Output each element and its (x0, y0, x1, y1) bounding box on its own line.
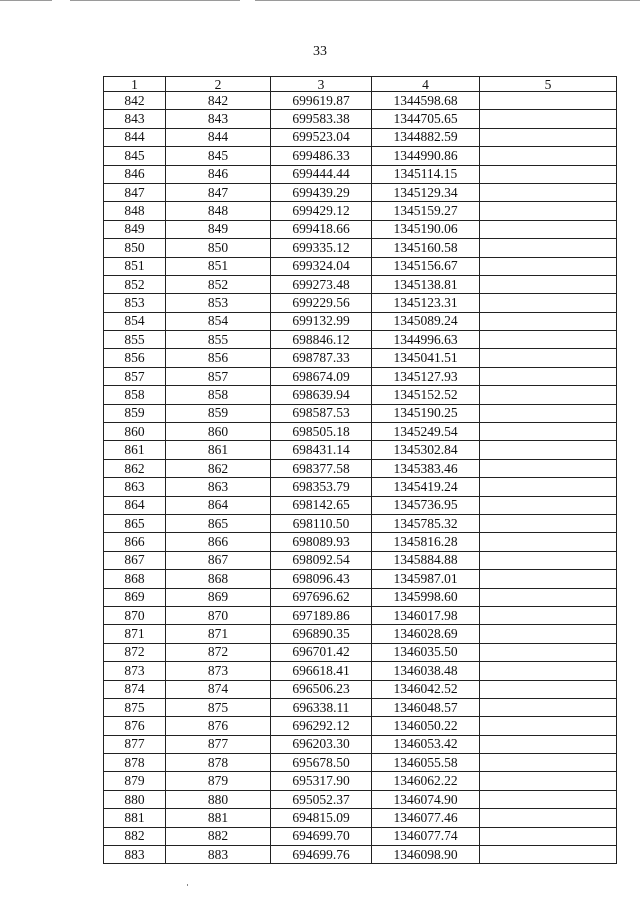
table-cell: 861 (166, 441, 271, 459)
table-cell: 1345190.25 (372, 404, 480, 422)
table-cell: 698587.53 (271, 404, 372, 422)
table-cell: 874 (166, 680, 271, 698)
table-row (104, 459, 617, 477)
table-cell (480, 588, 617, 606)
table-row (104, 257, 617, 275)
table-cell: 861 (104, 441, 166, 459)
table-cell: 878 (166, 754, 271, 772)
table-cell: 858 (166, 386, 271, 404)
table-row (104, 533, 617, 551)
table-cell (480, 478, 617, 496)
table-cell (480, 662, 617, 680)
table-row (104, 662, 617, 680)
table-cell (480, 386, 617, 404)
table-cell: 698377.58 (271, 459, 372, 477)
table-cell: 699132.99 (271, 312, 372, 330)
table-cell: 696203.30 (271, 735, 372, 753)
table-row (104, 294, 617, 312)
table-cell: 1346053.42 (372, 735, 480, 753)
table-cell: 870 (104, 606, 166, 624)
column-header: 5 (480, 77, 617, 92)
table-cell: 872 (104, 643, 166, 661)
table-row (104, 349, 617, 367)
table-cell (480, 275, 617, 293)
table-cell: 1345190.06 (372, 220, 480, 238)
column-header: 3 (271, 77, 372, 92)
table-row (104, 165, 617, 183)
table-cell (480, 349, 617, 367)
table-cell: 860 (166, 423, 271, 441)
table-cell: 1345127.93 (372, 367, 480, 385)
table-cell: 879 (166, 772, 271, 790)
table-cell (480, 441, 617, 459)
table-cell: 699439.29 (271, 183, 372, 201)
table-cell: 869 (166, 588, 271, 606)
table-cell (480, 367, 617, 385)
table-cell: 855 (104, 331, 166, 349)
table-cell: 863 (166, 478, 271, 496)
table-cell: 1345419.24 (372, 478, 480, 496)
table-cell: 1345987.01 (372, 570, 480, 588)
table-cell: 845 (104, 147, 166, 165)
table-cell: 883 (104, 846, 166, 864)
table-cell: 857 (166, 367, 271, 385)
table-row (104, 809, 617, 827)
table-cell (480, 312, 617, 330)
table-cell (480, 128, 617, 146)
table-cell: 699619.87 (271, 92, 372, 110)
table-row (104, 514, 617, 532)
table-cell: 854 (104, 312, 166, 330)
table-cell: 1346077.46 (372, 809, 480, 827)
table-cell: 1344705.65 (372, 110, 480, 128)
table-cell: 855 (166, 331, 271, 349)
table-cell (480, 257, 617, 275)
table-row (104, 275, 617, 293)
table-cell: 1345383.46 (372, 459, 480, 477)
table-cell: 1346017.98 (372, 606, 480, 624)
table-cell: 865 (166, 514, 271, 532)
table-cell: 880 (104, 790, 166, 808)
table-cell: 1345152.52 (372, 386, 480, 404)
table-cell: 1346028.69 (372, 625, 480, 643)
table-cell: 699444.44 (271, 165, 372, 183)
table-cell: 860 (104, 423, 166, 441)
table-cell: 1345785.32 (372, 514, 480, 532)
table-cell: 1346035.50 (372, 643, 480, 661)
table-cell: 851 (166, 257, 271, 275)
table-cell: 694699.70 (271, 827, 372, 845)
table-row (104, 606, 617, 624)
table-cell: 1344882.59 (372, 128, 480, 146)
table-row (104, 367, 617, 385)
table-cell (480, 754, 617, 772)
table-row (104, 680, 617, 698)
table-cell: 853 (166, 294, 271, 312)
table-cell: 695317.90 (271, 772, 372, 790)
table-row (104, 496, 617, 514)
table-cell: 876 (166, 717, 271, 735)
table-cell: 696506.23 (271, 680, 372, 698)
table-cell: 879 (104, 772, 166, 790)
table-cell: 852 (104, 275, 166, 293)
table-cell: 851 (104, 257, 166, 275)
table-cell (480, 239, 617, 257)
table-cell: 875 (104, 698, 166, 716)
table-cell: 699523.04 (271, 128, 372, 146)
table-cell: 881 (166, 809, 271, 827)
table-cell: 697189.86 (271, 606, 372, 624)
table-cell: 865 (104, 514, 166, 532)
table-cell: 1346077.74 (372, 827, 480, 845)
table-cell: 696890.35 (271, 625, 372, 643)
table-cell: 1345156.67 (372, 257, 480, 275)
table-cell: 694815.09 (271, 809, 372, 827)
table-cell: 864 (104, 496, 166, 514)
table-cell: 696292.12 (271, 717, 372, 735)
table-cell (480, 294, 617, 312)
table-row (104, 312, 617, 330)
table-cell: 867 (166, 551, 271, 569)
table-cell: 852 (166, 275, 271, 293)
table-cell: 842 (104, 92, 166, 110)
table-cell: 866 (166, 533, 271, 551)
table-cell: 699418.66 (271, 220, 372, 238)
table-cell: 844 (104, 128, 166, 146)
table-cell (480, 147, 617, 165)
table-cell: 698092.54 (271, 551, 372, 569)
table-row (104, 588, 617, 606)
table-row (104, 147, 617, 165)
table-row (104, 110, 617, 128)
table-cell: 1345998.60 (372, 588, 480, 606)
top-edge-line-left (0, 0, 52, 1)
table-cell (480, 846, 617, 864)
table-cell: 1345302.84 (372, 441, 480, 459)
table-row (104, 551, 617, 569)
table-cell: 1346055.58 (372, 754, 480, 772)
table-cell: 875 (166, 698, 271, 716)
table-cell: 1344996.63 (372, 331, 480, 349)
table-cell: 1345114.15 (372, 165, 480, 183)
table-cell: 863 (104, 478, 166, 496)
table-cell: 846 (166, 165, 271, 183)
table-cell: 698142.65 (271, 496, 372, 514)
table-cell: 1346098.90 (372, 846, 480, 864)
table-cell: 866 (104, 533, 166, 551)
table-cell: 697696.62 (271, 588, 372, 606)
table-cell: 849 (166, 220, 271, 238)
table-cell (480, 606, 617, 624)
table-cell: 698674.09 (271, 367, 372, 385)
table-cell (480, 220, 617, 238)
table-cell: 873 (104, 662, 166, 680)
table-row (104, 331, 617, 349)
table-cell (480, 110, 617, 128)
table-cell: 862 (104, 459, 166, 477)
table-cell: 844 (166, 128, 271, 146)
table-cell: 877 (166, 735, 271, 753)
table-cell (480, 92, 617, 110)
table-cell: 847 (166, 183, 271, 201)
table-row (104, 92, 617, 110)
table-cell: 698639.94 (271, 386, 372, 404)
table-cell: 859 (104, 404, 166, 422)
table-row (104, 717, 617, 735)
table-cell (480, 809, 617, 827)
table-cell: 854 (166, 312, 271, 330)
table-cell: 842 (166, 92, 271, 110)
table-row (104, 790, 617, 808)
column-header: 2 (166, 77, 271, 92)
table-cell (480, 331, 617, 349)
coordinates-table (103, 76, 617, 864)
table-row (104, 643, 617, 661)
table-cell: 1345816.28 (372, 533, 480, 551)
table-cell: 698089.93 (271, 533, 372, 551)
table-row (104, 698, 617, 716)
table-cell (480, 533, 617, 551)
table-cell: 699335.12 (271, 239, 372, 257)
table-cell: 1345736.95 (372, 496, 480, 514)
table-cell: 1345884.88 (372, 551, 480, 569)
table-cell: 1346074.90 (372, 790, 480, 808)
table-cell: 699273.48 (271, 275, 372, 293)
table-cell: 699486.33 (271, 147, 372, 165)
table-cell (480, 459, 617, 477)
table-row (104, 441, 617, 459)
table-cell: 845 (166, 147, 271, 165)
table-cell (480, 496, 617, 514)
table-cell: 1345089.24 (372, 312, 480, 330)
table-cell: 698096.43 (271, 570, 372, 588)
table-cell: 862 (166, 459, 271, 477)
table-header-row (104, 77, 617, 92)
table-row (104, 735, 617, 753)
table-cell: 869 (104, 588, 166, 606)
table-cell (480, 625, 617, 643)
table-cell: 881 (104, 809, 166, 827)
table-cell: 698846.12 (271, 331, 372, 349)
table-cell: 699583.38 (271, 110, 372, 128)
table-cell: 1345123.31 (372, 294, 480, 312)
table-row (104, 404, 617, 422)
table-row (104, 754, 617, 772)
table-cell: 1345041.51 (372, 349, 480, 367)
table-cell: 877 (104, 735, 166, 753)
table-cell: 1345159.27 (372, 202, 480, 220)
table-cell: 843 (166, 110, 271, 128)
table-cell (480, 790, 617, 808)
table-cell: 849 (104, 220, 166, 238)
table-cell: 848 (104, 202, 166, 220)
table-row (104, 570, 617, 588)
table-cell (480, 404, 617, 422)
table-cell: 1346048.57 (372, 698, 480, 716)
table-cell: 698353.79 (271, 478, 372, 496)
table-cell (480, 643, 617, 661)
table-cell: 850 (166, 239, 271, 257)
table-cell: 1346062.22 (372, 772, 480, 790)
table-row (104, 202, 617, 220)
table-cell: 698505.18 (271, 423, 372, 441)
table-cell: 1344598.68 (372, 92, 480, 110)
table-cell: 857 (104, 367, 166, 385)
table-cell (480, 772, 617, 790)
table-cell: 698110.50 (271, 514, 372, 532)
table-cell: 694699.76 (271, 846, 372, 864)
top-edge-line-mid (70, 0, 240, 1)
table-cell: 696618.41 (271, 662, 372, 680)
table-cell: 874 (104, 680, 166, 698)
table-cell: 699324.04 (271, 257, 372, 275)
table-cell: 871 (166, 625, 271, 643)
table-cell (480, 698, 617, 716)
table-row (104, 423, 617, 441)
table-row (104, 846, 617, 864)
table-row (104, 625, 617, 643)
table-cell: 858 (104, 386, 166, 404)
table-cell: 1345138.81 (372, 275, 480, 293)
table-cell: 853 (104, 294, 166, 312)
table-cell: 1345249.54 (372, 423, 480, 441)
table-cell (480, 680, 617, 698)
table-cell: 1344990.86 (372, 147, 480, 165)
table-cell (480, 423, 617, 441)
table-cell (480, 514, 617, 532)
table-cell (480, 165, 617, 183)
table-cell: 1346042.52 (372, 680, 480, 698)
table-cell: 876 (104, 717, 166, 735)
table-cell: 847 (104, 183, 166, 201)
table-cell: 850 (104, 239, 166, 257)
table-row (104, 386, 617, 404)
table-row (104, 128, 617, 146)
table-cell: 878 (104, 754, 166, 772)
table-cell: 868 (166, 570, 271, 588)
table-row (104, 239, 617, 257)
table-cell (480, 570, 617, 588)
top-edge-line-right (255, 0, 640, 1)
table-cell: 873 (166, 662, 271, 680)
table-cell (480, 827, 617, 845)
table-cell: 882 (166, 827, 271, 845)
page-number: 33 (313, 44, 327, 59)
table-cell: 1345129.34 (372, 183, 480, 201)
table-cell (480, 551, 617, 569)
column-header: 4 (372, 77, 480, 92)
table-cell: 698431.14 (271, 441, 372, 459)
table-cell: 695052.37 (271, 790, 372, 808)
table-cell: 880 (166, 790, 271, 808)
table-row (104, 827, 617, 845)
column-header: 1 (104, 77, 166, 92)
table-cell: 864 (166, 496, 271, 514)
table-cell: 846 (104, 165, 166, 183)
table-cell: 695678.50 (271, 754, 372, 772)
stray-mark (187, 884, 188, 886)
table-cell: 698787.33 (271, 349, 372, 367)
table-row (104, 772, 617, 790)
table-cell: 856 (166, 349, 271, 367)
table-cell: 699229.56 (271, 294, 372, 312)
table-cell: 848 (166, 202, 271, 220)
table-cell: 1346050.22 (372, 717, 480, 735)
table-cell: 867 (104, 551, 166, 569)
table-row (104, 220, 617, 238)
table-cell (480, 202, 617, 220)
table-cell: 1345160.58 (372, 239, 480, 257)
table-row (104, 183, 617, 201)
table-cell (480, 717, 617, 735)
table-cell: 882 (104, 827, 166, 845)
table-cell: 883 (166, 846, 271, 864)
table-cell: 856 (104, 349, 166, 367)
table-cell (480, 183, 617, 201)
table-row (104, 478, 617, 496)
table-cell: 871 (104, 625, 166, 643)
table-cell: 868 (104, 570, 166, 588)
table-cell: 696701.42 (271, 643, 372, 661)
table-cell: 699429.12 (271, 202, 372, 220)
table-cell (480, 735, 617, 753)
table-cell: 843 (104, 110, 166, 128)
table-cell: 859 (166, 404, 271, 422)
table-cell: 696338.11 (271, 698, 372, 716)
table-cell: 870 (166, 606, 271, 624)
table-cell: 872 (166, 643, 271, 661)
table-cell: 1346038.48 (372, 662, 480, 680)
